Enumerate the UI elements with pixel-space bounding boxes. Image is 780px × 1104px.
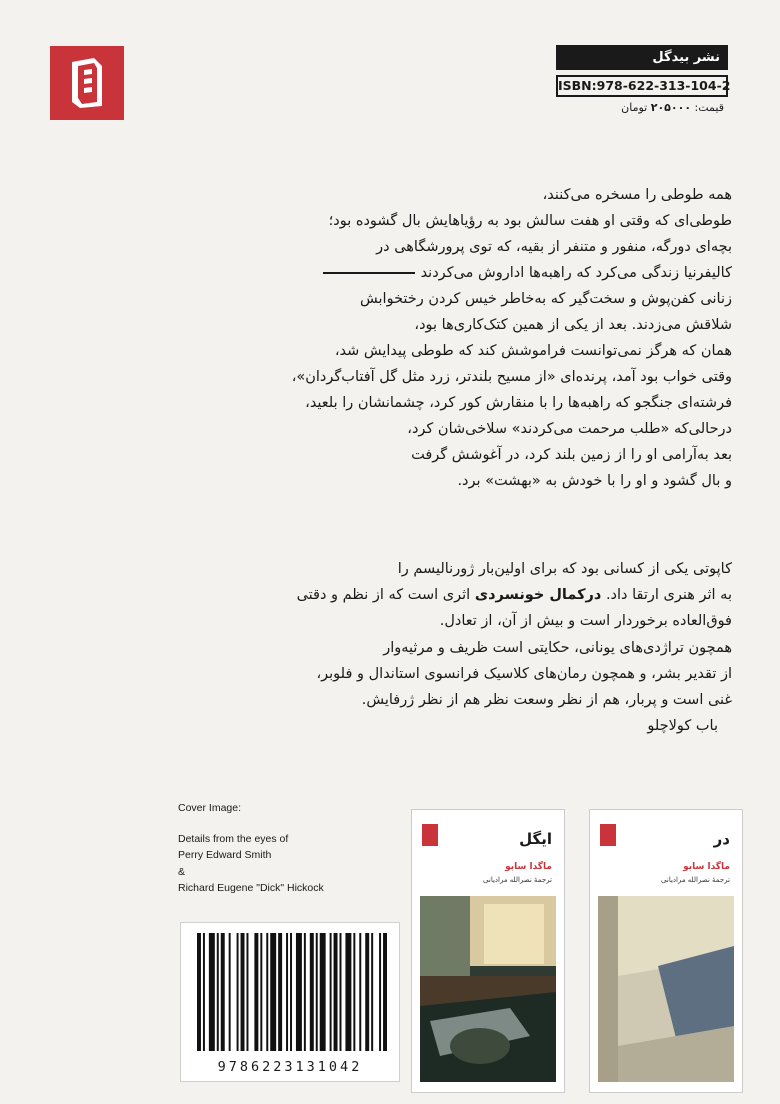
poem-line: و بال گشود و او را با خودش به «بهشت» برد. [457, 473, 732, 489]
poem-line: بچه‌ای دورگه، منفور و متنفر از بقیه، که توی پرورشگاهی در [376, 239, 732, 255]
book-cover-door [590, 810, 742, 1092]
poem-line: همه طوطی را مسخره می‌کنند، [542, 187, 732, 203]
poem-line: فرشته‌ای جنگجو که راهبه‌ها را با منقارش کور کرد، چشمانشان را بلعید، [305, 395, 732, 411]
book-logo-icon [64, 56, 110, 110]
blurb-line: فوق‌العاده برخوردار است و بیش از آن، از تعادل. [439, 613, 732, 630]
blurb-line: همچون تراژدی‌های یونانی، حکایتی است ظریف و مرثیه‌وار [383, 639, 732, 656]
isbn: ISBN:978-622-313-104-2 [556, 75, 728, 97]
price-unit: تومان [621, 101, 648, 114]
publisher-mini-logo [600, 824, 616, 846]
cover-painting [420, 896, 556, 1082]
poem-line: شلاقش می‌زدند. بعد از یکی از همین کتک‌کاری‌ها بود، [414, 317, 732, 333]
credits-line: Perry Edward Smith [178, 849, 272, 861]
book-translator: ترجمهٔ نصرالله مرادیانی [483, 876, 552, 884]
book-title-bold: درکمال خونسردی [474, 587, 602, 604]
price-label: قیمت: [694, 101, 724, 114]
barcode-bars [195, 933, 389, 1051]
poem-line: وقتی خواب بود آمد، پرنده‌ای «از مسیح بلندتر، زرد مثل گل آفتاب‌گردان»، [291, 369, 732, 385]
blurb-text: به اثر هنری ارتقا داد. [605, 587, 732, 604]
book-title: ایگل [519, 830, 552, 848]
blurb-author: باب کولاچلو [647, 718, 718, 735]
poem-line: زنانی کفن‌پوش و سخت‌گیر که به‌خاطر خیس کردن رختخوابش [360, 291, 732, 307]
poem [200, 182, 732, 494]
book-cover-eagle [412, 810, 564, 1092]
blurb-text: اثری است که از نظم و دقتی [296, 587, 471, 604]
credits-line: Details from the eyes of [178, 832, 289, 845]
price [556, 101, 728, 114]
poem-line: همان که هرگز نمی‌توانست فراموشش کند که طوطی پیدایش شد، [334, 343, 732, 359]
blurb-line: غنی است و پربار، هم از نظر وسعت نظر هم از نظر ژرفایش. [361, 692, 732, 709]
poem-line: بعد به‌آرامی او را از زمین بلند کرد، در آغوشش گرفت [411, 447, 732, 463]
book-author: ماگدا سابو [505, 862, 552, 872]
barcode-number: 9786223131042 [217, 1059, 363, 1075]
price-value: ۲۰۵۰۰۰ [650, 101, 692, 114]
poem-line [200, 260, 732, 286]
poem-line: طوطی‌ای که وقتی او هفت سالش بود به رؤیاهایش بال گشوده بود؛ [328, 213, 732, 229]
poem-line-text: کالیفرنیا زندگی می‌کرد که راهبه‌ها اداروش می‌کردند [420, 265, 732, 281]
blurb-line: از تقدیر بشر، و همچون رمان‌های کلاسیک فرانسوی استاندال و فلوبر، [316, 665, 732, 682]
publisher-name: نشر بیدگل [556, 45, 728, 70]
book-author: ماگدا سابو [683, 862, 730, 872]
book-title: در [713, 830, 730, 848]
dash-divider [323, 272, 415, 274]
blurb-line: کاپوتی یکی از کسانی بود که برای اولین‌بار ژورنالیسم را [397, 561, 732, 577]
blurb [200, 556, 732, 739]
publisher-mini-logo [422, 824, 438, 846]
blurb-line [200, 582, 732, 608]
cover-credits [178, 800, 324, 897]
cover-painting [598, 896, 734, 1082]
credits-line: & [178, 865, 186, 878]
poem-line: درحالی‌که «طلب مرحمت می‌کردند» سلاخی‌شان کرد، [407, 421, 732, 437]
publisher-logo [50, 46, 124, 120]
barcode [180, 922, 400, 1082]
credits-heading: Cover Image: [178, 802, 242, 814]
publisher-info [556, 45, 731, 114]
book-translator: ترجمهٔ نصرالله مرادیانی [661, 876, 730, 884]
credits-line: Richard Eugene "Dick" Hickock [178, 882, 324, 894]
